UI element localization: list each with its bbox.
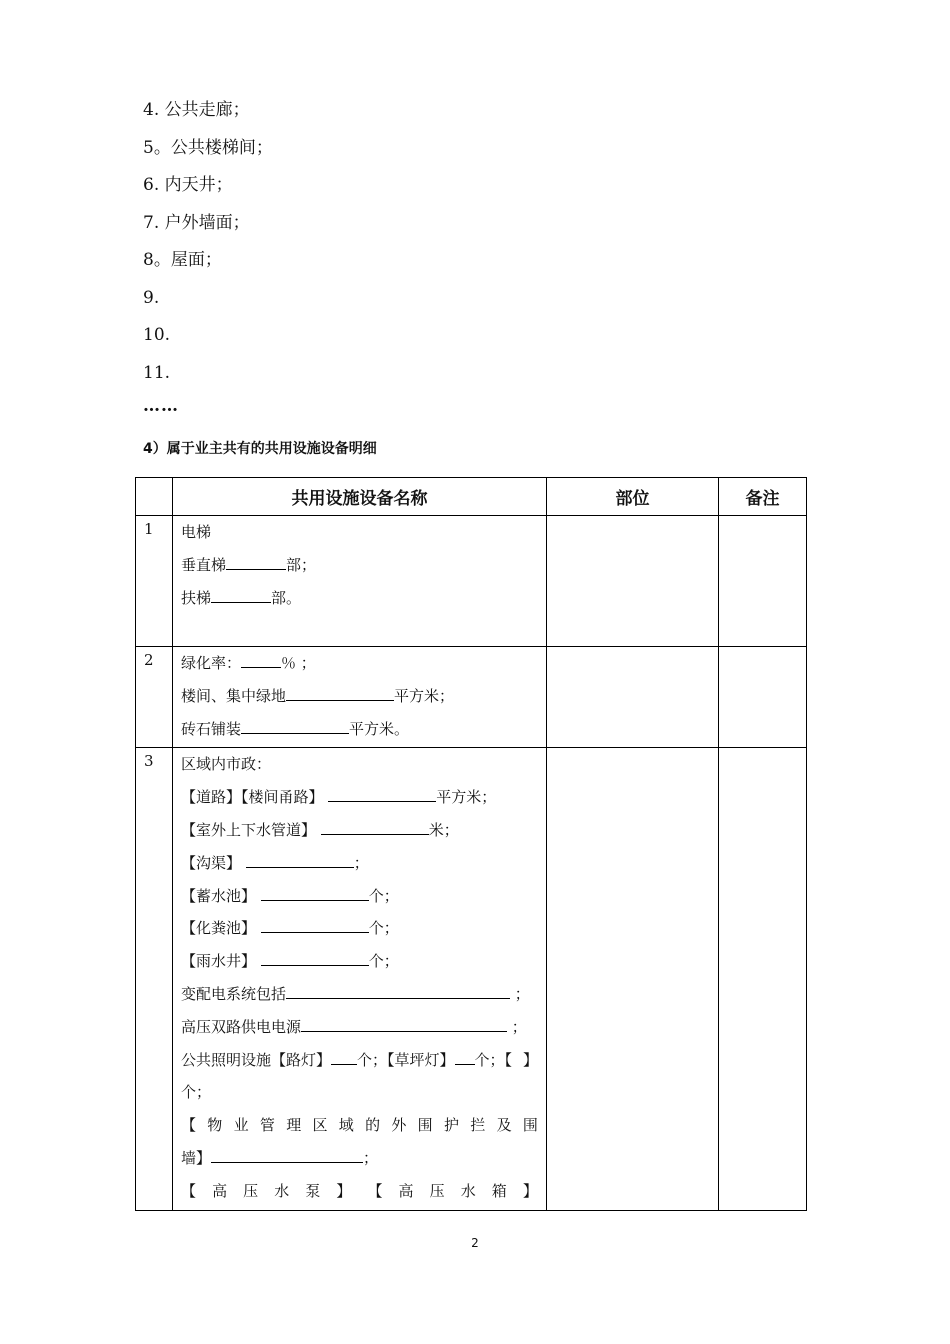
char: 围	[522, 1116, 538, 1135]
list-item: 4. 公共走廊；	[143, 100, 250, 120]
char: 区	[312, 1116, 328, 1135]
line-rain	[181, 947, 538, 980]
label: 绿化率：	[181, 654, 242, 672]
blank-field[interactable]	[301, 1015, 507, 1032]
blank-field[interactable]	[455, 1048, 475, 1065]
blank-field[interactable]	[241, 651, 281, 668]
label: 【雨水井】	[181, 952, 257, 971]
label: 部；	[286, 555, 317, 574]
char: 【	[181, 1181, 197, 1200]
label: 墙】	[181, 1148, 212, 1167]
line-escalator	[181, 584, 538, 617]
label: 【化粪池】	[181, 919, 257, 938]
line-pump	[181, 1177, 538, 1210]
table-row	[136, 516, 807, 647]
char: 管	[259, 1116, 275, 1135]
line-pipe	[181, 816, 538, 849]
blank-field[interactable]	[261, 949, 369, 966]
ellipsis: ……	[143, 396, 179, 416]
label: 高压双路供电电源	[181, 1017, 302, 1036]
blank-field[interactable]	[321, 818, 429, 835]
line-lighting-cont: 个；	[181, 1083, 212, 1102]
line-between	[181, 682, 538, 715]
char: 箱	[491, 1181, 507, 1200]
line-green-rate	[181, 649, 538, 682]
row-number: 1	[136, 516, 173, 647]
row-title: 区域内市政：	[181, 755, 272, 774]
line-fence-cont	[181, 1144, 538, 1177]
row-title: 电梯	[181, 523, 212, 541]
facilities-table	[135, 477, 807, 1211]
char: 【	[367, 1181, 383, 1200]
label: ；	[514, 984, 530, 1003]
blank-field[interactable]	[261, 916, 369, 933]
char: 【	[181, 1116, 197, 1135]
char: 的	[365, 1116, 381, 1135]
label: 个；【草坪灯】	[357, 1050, 455, 1069]
location-cell[interactable]	[547, 748, 719, 1210]
blank-field[interactable]	[211, 1146, 363, 1163]
label: 平方米；	[394, 686, 455, 705]
line-brick	[181, 715, 538, 748]
char: 理	[286, 1116, 302, 1135]
char: 围	[417, 1116, 433, 1135]
label: 垂直梯	[181, 555, 227, 574]
page-number: 2	[471, 1236, 479, 1250]
char: 外	[391, 1116, 407, 1135]
blank-field[interactable]	[286, 684, 394, 701]
label: 个；	[368, 886, 399, 905]
blank-field[interactable]	[286, 982, 510, 999]
label: 【道路】【楼间甬路】	[181, 788, 324, 807]
list-item: 10.	[143, 325, 171, 345]
line-fence	[181, 1111, 538, 1144]
label: 楼间、集中绿地	[181, 686, 287, 705]
label: 米；	[428, 820, 459, 839]
char: 高	[398, 1181, 414, 1200]
remarks-cell[interactable]	[719, 748, 807, 1210]
blank-field[interactable]	[241, 717, 349, 734]
list-item: 6. 内天井；	[143, 175, 233, 195]
line-road	[181, 783, 538, 816]
char: 拦	[470, 1116, 486, 1135]
char: 域	[338, 1116, 354, 1135]
row-content-municipal	[173, 748, 547, 1210]
header-location: 部位	[547, 478, 719, 516]
table-row	[136, 748, 807, 1210]
line-high-voltage	[181, 1013, 538, 1046]
char: 水	[274, 1181, 290, 1200]
label: ％ ；	[281, 654, 316, 672]
label: 【室外上下水管道】	[181, 820, 317, 839]
table-header-row	[136, 478, 807, 516]
label: 变配电系统包括	[181, 984, 287, 1003]
char: 压	[429, 1181, 445, 1200]
list-item: 7. 户外墙面；	[143, 212, 250, 233]
label: ；	[363, 1148, 379, 1167]
remarks-cell[interactable]	[719, 516, 807, 647]
header-index	[136, 478, 173, 516]
location-cell[interactable]	[547, 647, 719, 748]
label: 扶梯	[181, 588, 212, 607]
char: 高	[212, 1181, 228, 1200]
label: ；	[353, 853, 369, 872]
blank-field[interactable]	[261, 884, 369, 901]
label: 【沟渠】	[181, 853, 242, 872]
char: 及	[496, 1116, 512, 1135]
label: 平方米；	[436, 788, 497, 807]
char: 护	[443, 1116, 459, 1135]
char: 】	[522, 1181, 538, 1200]
location-cell[interactable]	[547, 516, 719, 647]
label: ；	[511, 1017, 527, 1036]
line-power	[181, 980, 538, 1013]
label: 公共照明设施【路灯】	[181, 1050, 332, 1069]
row-content-elevator	[173, 516, 547, 647]
list-item: 9.	[143, 287, 160, 308]
header-name: 共用设施设备名称	[173, 478, 547, 516]
section-title: 4）属于业主共有的共用设施设备明细	[143, 441, 377, 457]
blank-field[interactable]	[331, 1048, 357, 1065]
label: 个；	[368, 919, 399, 938]
line-vertical	[181, 551, 538, 584]
header-remarks: 备注	[719, 478, 807, 516]
char: 物	[207, 1116, 223, 1135]
char: 压	[243, 1181, 259, 1200]
line-pool	[181, 882, 538, 915]
list-item: 11.	[143, 362, 171, 383]
list-item: 8。屋面；	[143, 250, 222, 270]
line-septic	[181, 914, 538, 947]
label: 个；【	[474, 1050, 513, 1069]
char: 】	[336, 1181, 352, 1200]
table-row	[136, 647, 807, 748]
list-item: 5。公共楼梯间；	[143, 137, 273, 158]
label: 砖石铺装	[181, 719, 242, 738]
row-number: 3	[136, 748, 173, 1210]
label: 部。	[271, 588, 302, 607]
facility-list	[143, 95, 273, 395]
char: 泵	[305, 1181, 321, 1200]
line-ditch	[181, 849, 538, 882]
label: 【蓄水池】	[181, 886, 257, 905]
label: 个；	[368, 952, 399, 971]
blank-field[interactable]	[211, 586, 271, 603]
remarks-cell[interactable]	[719, 647, 807, 748]
label: 】	[522, 1050, 538, 1069]
blank-field[interactable]	[246, 851, 354, 868]
line-lighting	[181, 1046, 538, 1079]
blank-field[interactable]	[328, 785, 436, 802]
char: 水	[460, 1181, 476, 1200]
char: 业	[233, 1116, 249, 1135]
blank-field[interactable]	[226, 553, 286, 570]
row-content-green	[173, 647, 547, 748]
row-number: 2	[136, 647, 173, 748]
label: 平方米。	[349, 719, 410, 738]
